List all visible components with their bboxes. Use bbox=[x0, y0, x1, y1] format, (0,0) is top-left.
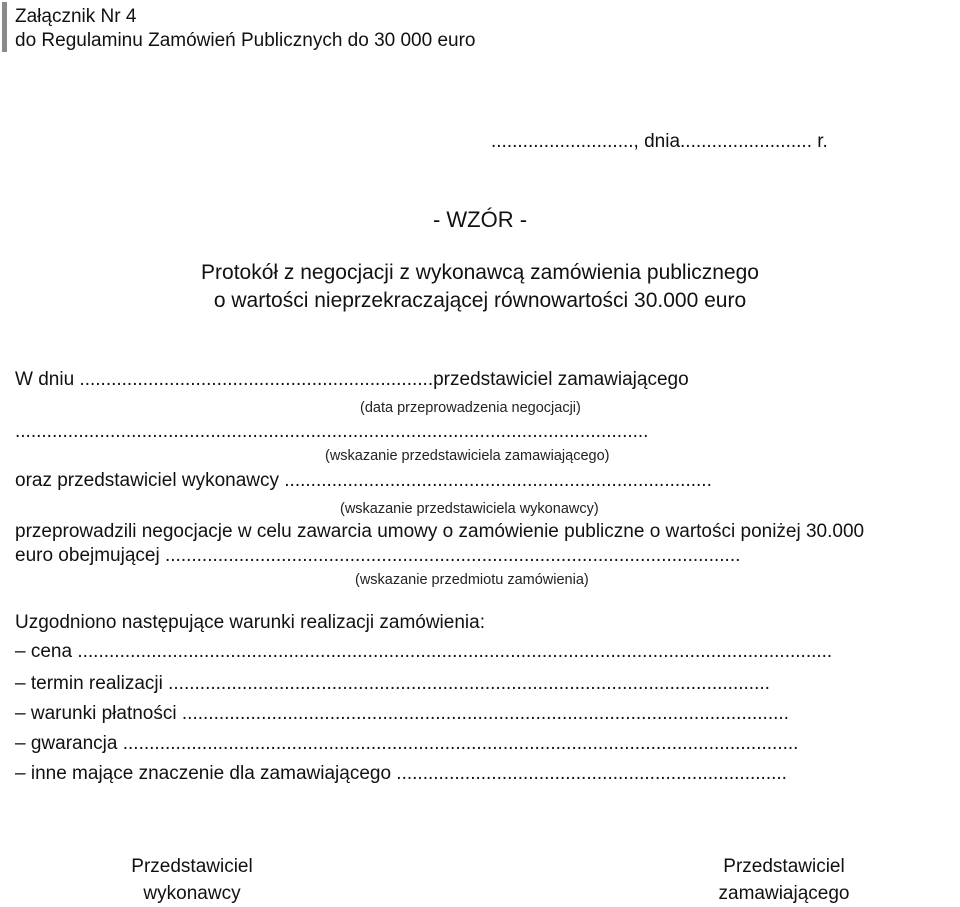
agreed-conditions-heading: Uzgodniono następujące warunki realizacji zamówienia: bbox=[15, 612, 485, 633]
subject-prefix: euro obejmującej bbox=[15, 545, 165, 566]
meeting-date-line bbox=[15, 369, 689, 391]
note-date: (data przeprowadzenia negocjacji) bbox=[360, 400, 581, 416]
condition-label: termin realizacji bbox=[30, 673, 169, 694]
condition-field: .......................................................................... bbox=[396, 763, 787, 784]
condition-field: ............................................................................................................................................... bbox=[77, 641, 833, 662]
signature-contracting-line2: zamawiającego bbox=[718, 883, 850, 904]
condition-item bbox=[15, 673, 770, 695]
document-title-line1: Protokół z negocjacji z wykonawcą zamówienia publicznego bbox=[201, 261, 759, 284]
condition-label: cena bbox=[30, 641, 78, 662]
document-title-line2: o wartości nieprzekraczającej równowartości 30.000 euro bbox=[213, 289, 747, 312]
meeting-date-suffix: przedstawiciel zamawiającego bbox=[433, 369, 689, 390]
condition-label: gwarancja bbox=[30, 733, 123, 754]
condition-item bbox=[15, 641, 832, 663]
condition-field: ................................................................................................................................ bbox=[122, 733, 799, 754]
contracting-rep-field: ........................................................................................................................ bbox=[15, 421, 649, 442]
meeting-date-prefix: W dniu bbox=[15, 369, 80, 390]
signature-contractor bbox=[92, 853, 292, 907]
attachment-number: Załącznik Nr 4 bbox=[15, 6, 137, 27]
signature-contracting-line1: Przedstawiciel bbox=[723, 856, 845, 877]
contractor-rep-prefix: oraz przedstawiciel wykonawcy bbox=[15, 470, 285, 491]
contractor-rep-line bbox=[15, 470, 712, 492]
dash-bullet: – bbox=[15, 641, 31, 662]
signature-contractor-line2: wykonawcy bbox=[143, 883, 241, 904]
signature-contractor-line1: Przedstawiciel bbox=[131, 856, 253, 877]
dash-bullet: – bbox=[15, 763, 31, 784]
condition-field: ................................................................................................................... bbox=[181, 703, 789, 724]
signature-contracting-authority bbox=[684, 853, 884, 907]
condition-item bbox=[15, 703, 789, 725]
negotiation-statement: przeprowadzili negocjacje w celu zawarcia umowy o zamówienie publiczne o wartości poniżej 30.000 bbox=[15, 521, 865, 542]
condition-field: .................................................................................................................. bbox=[168, 673, 770, 694]
condition-label: warunki płatności bbox=[30, 703, 182, 724]
note-contractor-rep: (wskazanie przedstawiciela wykonawcy) bbox=[340, 501, 599, 517]
dash-bullet: – bbox=[15, 673, 31, 694]
subject-line bbox=[15, 545, 740, 567]
place-date-line: ..........................., dnia......................... r. bbox=[491, 131, 828, 152]
condition-item bbox=[15, 763, 787, 785]
attachment-regulation: do Regulaminu Zamówień Publicznych do 30 000 euro bbox=[15, 30, 476, 51]
contractor-rep-field: ................................................................................. bbox=[284, 470, 712, 491]
dash-bullet: – bbox=[15, 733, 31, 754]
dash-bullet: – bbox=[15, 703, 31, 724]
condition-label: inne mające znaczenie dla zamawiającego bbox=[30, 763, 397, 784]
attachment-marker-bar bbox=[2, 2, 7, 52]
subject-field: ............................................................................................................. bbox=[164, 545, 741, 566]
condition-item bbox=[15, 733, 798, 755]
note-contracting-rep: (wskazanie przedstawiciela zamawiającego) bbox=[325, 448, 610, 464]
note-subject: (wskazanie przedmiotu zamówienia) bbox=[355, 572, 589, 588]
meeting-date-field: ................................................................... bbox=[79, 369, 434, 390]
template-label: - WZÓR - bbox=[432, 207, 528, 232]
